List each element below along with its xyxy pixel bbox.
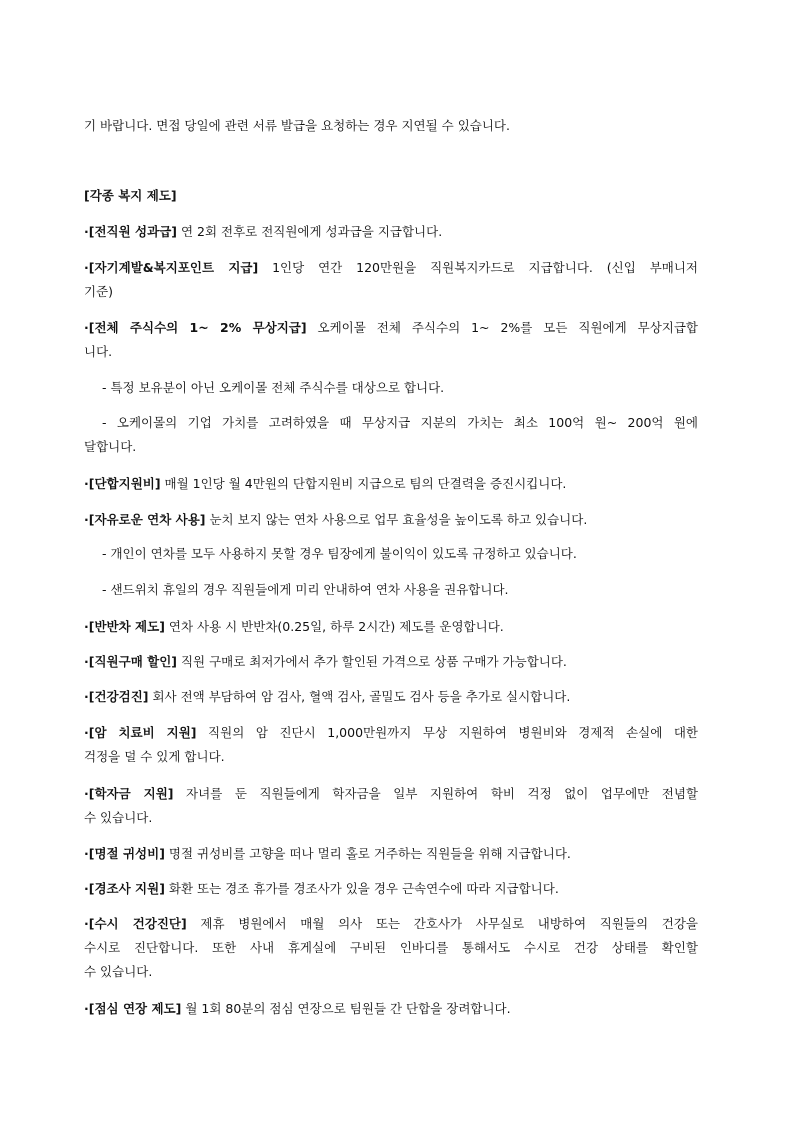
item-text: 회사 전액 부담하여 암 검사, 혈액 검사, 골밀도 검사 등을 추가로 실시합니다. (148, 689, 571, 704)
item-title: [암 치료비 지원] (88, 725, 197, 740)
welfare-item (84, 512, 698, 528)
welfare-item (84, 881, 698, 897)
item-continuation: 걱정을 덜 수 있게 합니다. (84, 749, 225, 764)
item-title: [반반차 제도] (88, 619, 165, 634)
item-text: 화환 또는 경조 휴가를 경조사가 있을 경우 근속연수에 따라 지급합니다. (164, 881, 559, 896)
item-title: [경조사 지원] (88, 881, 165, 896)
welfare-item (84, 689, 698, 705)
item-text: 매월 1인당 월 4만원의 단합지원비 지급으로 팀의 단결력을 증진시킵니다. (160, 476, 567, 491)
item-continuation: 달합니다. (84, 439, 137, 454)
item-title: [자유로운 연차 사용] (88, 512, 206, 527)
sub-item: - 샌드위치 휴일의 경우 직원들에게 미리 안내하여 연차 사용을 권유합니다. (102, 582, 509, 597)
sub-item: - 개인이 연차를 모두 사용하지 못할 경우 팀장에게 불이익이 있도록 규정하고 있습니다. (102, 546, 577, 561)
item-title: [명절 귀성비] (88, 846, 165, 861)
welfare-item (84, 654, 698, 670)
welfare-item (84, 224, 698, 240)
welfare-item (84, 260, 698, 276)
item-title: [단합지원비] (88, 476, 161, 491)
bullet: · (84, 320, 89, 335)
item-title: [직원구매 할인] (88, 654, 177, 669)
section-title: [각종 복지 제도] (84, 188, 177, 203)
welfare-item (84, 725, 698, 741)
item-title: [점심 연장 제도] (88, 1001, 182, 1016)
welfare-item (84, 1001, 698, 1017)
item-text: 명절 귀성비를 고향을 떠나 멀리 홀로 거주하는 직원들을 위해 지급합니다. (164, 846, 571, 861)
bullet: · (84, 916, 89, 931)
bullet: · (84, 846, 89, 861)
item-continuation: 수 있습니다. (84, 964, 153, 979)
item-text: 1인당 연간 120만원을 직원복지카드로 지급합니다. (신입 부매니저 (258, 260, 698, 275)
item-continuation: 기준) (84, 284, 114, 299)
item-continuation: 수시로 진단합니다. 또한 사내 휴게실에 구비된 인바디를 통해서도 수시로 건강 상태를 확인할 (84, 940, 698, 955)
bullet: · (84, 1001, 89, 1016)
welfare-item (84, 846, 698, 862)
bullet: · (84, 689, 89, 704)
item-title: [건강검진] (88, 689, 149, 704)
welfare-item (84, 619, 698, 635)
item-text: 직원 구매로 최저가에서 추가 할인된 가격으로 상품 구매가 가능합니다. (176, 654, 567, 669)
welfare-item (84, 786, 698, 802)
item-text: 연차 사용 시 반반차(0.25일, 하루 2시간) 제도를 운영합니다. (164, 619, 504, 634)
item-title: [수시 건강진단] (88, 916, 187, 931)
bullet: · (84, 725, 89, 740)
item-continuation: 니다. (84, 344, 113, 359)
item-text: 월 1회 80분의 점심 연장으로 팀원들 간 단합을 장려합니다. (181, 1001, 511, 1016)
item-title: [학자금 지원] (88, 786, 174, 801)
item-text: 직원의 암 진단시 1,000만원까지 무상 지원하여 병원비와 경제적 손실에 대한 (196, 725, 698, 740)
bullet: · (84, 881, 89, 896)
bullet: · (84, 512, 89, 527)
item-title: [전체 주식수의 1~ 2% 무상지급] (88, 320, 307, 335)
bullet: · (84, 224, 89, 239)
item-title: [전직원 성과급] (88, 224, 177, 239)
item-text: 제휴 병원에서 매월 의사 또는 간호사가 사무실로 내방하여 직원들의 건강을 (186, 916, 698, 931)
welfare-item (84, 320, 698, 336)
welfare-item (84, 916, 698, 932)
welfare-item (84, 476, 698, 492)
sub-item: - 오케이몰의 기업 가치를 고려하였을 때 무상지급 지분의 가치는 최소 100억 원~ 200억 원에 (102, 415, 698, 430)
item-continuation: 수 있습니다. (84, 810, 153, 825)
item-text: 오케이몰 전체 주식수의 1~ 2%를 모든 직원에게 무상지급합 (306, 320, 698, 335)
item-text: 자녀를 둔 직원들에게 학자금을 일부 지원하여 학비 걱정 없이 업무에만 전념할 (173, 786, 699, 801)
bullet: · (84, 786, 89, 801)
intro-line: 기 바랍니다. 면접 당일에 관련 서류 발급을 요청하는 경우 지연될 수 있습니다. (84, 118, 510, 133)
sub-item: - 특정 보유분이 아닌 오케이몰 전체 주식수를 대상으로 합니다. (102, 380, 445, 395)
item-text: 눈치 보지 않는 연차 사용으로 업무 효율성을 높이도록 하고 있습니다. (205, 512, 588, 527)
bullet: · (84, 476, 89, 491)
bullet: · (84, 654, 89, 669)
bullet: · (84, 619, 89, 634)
bullet: · (84, 260, 89, 275)
item-title: [자기계발&복지포인트 지급] (88, 260, 259, 275)
item-text: 연 2회 전후로 전직원에게 성과급을 지급합니다. (176, 224, 443, 239)
